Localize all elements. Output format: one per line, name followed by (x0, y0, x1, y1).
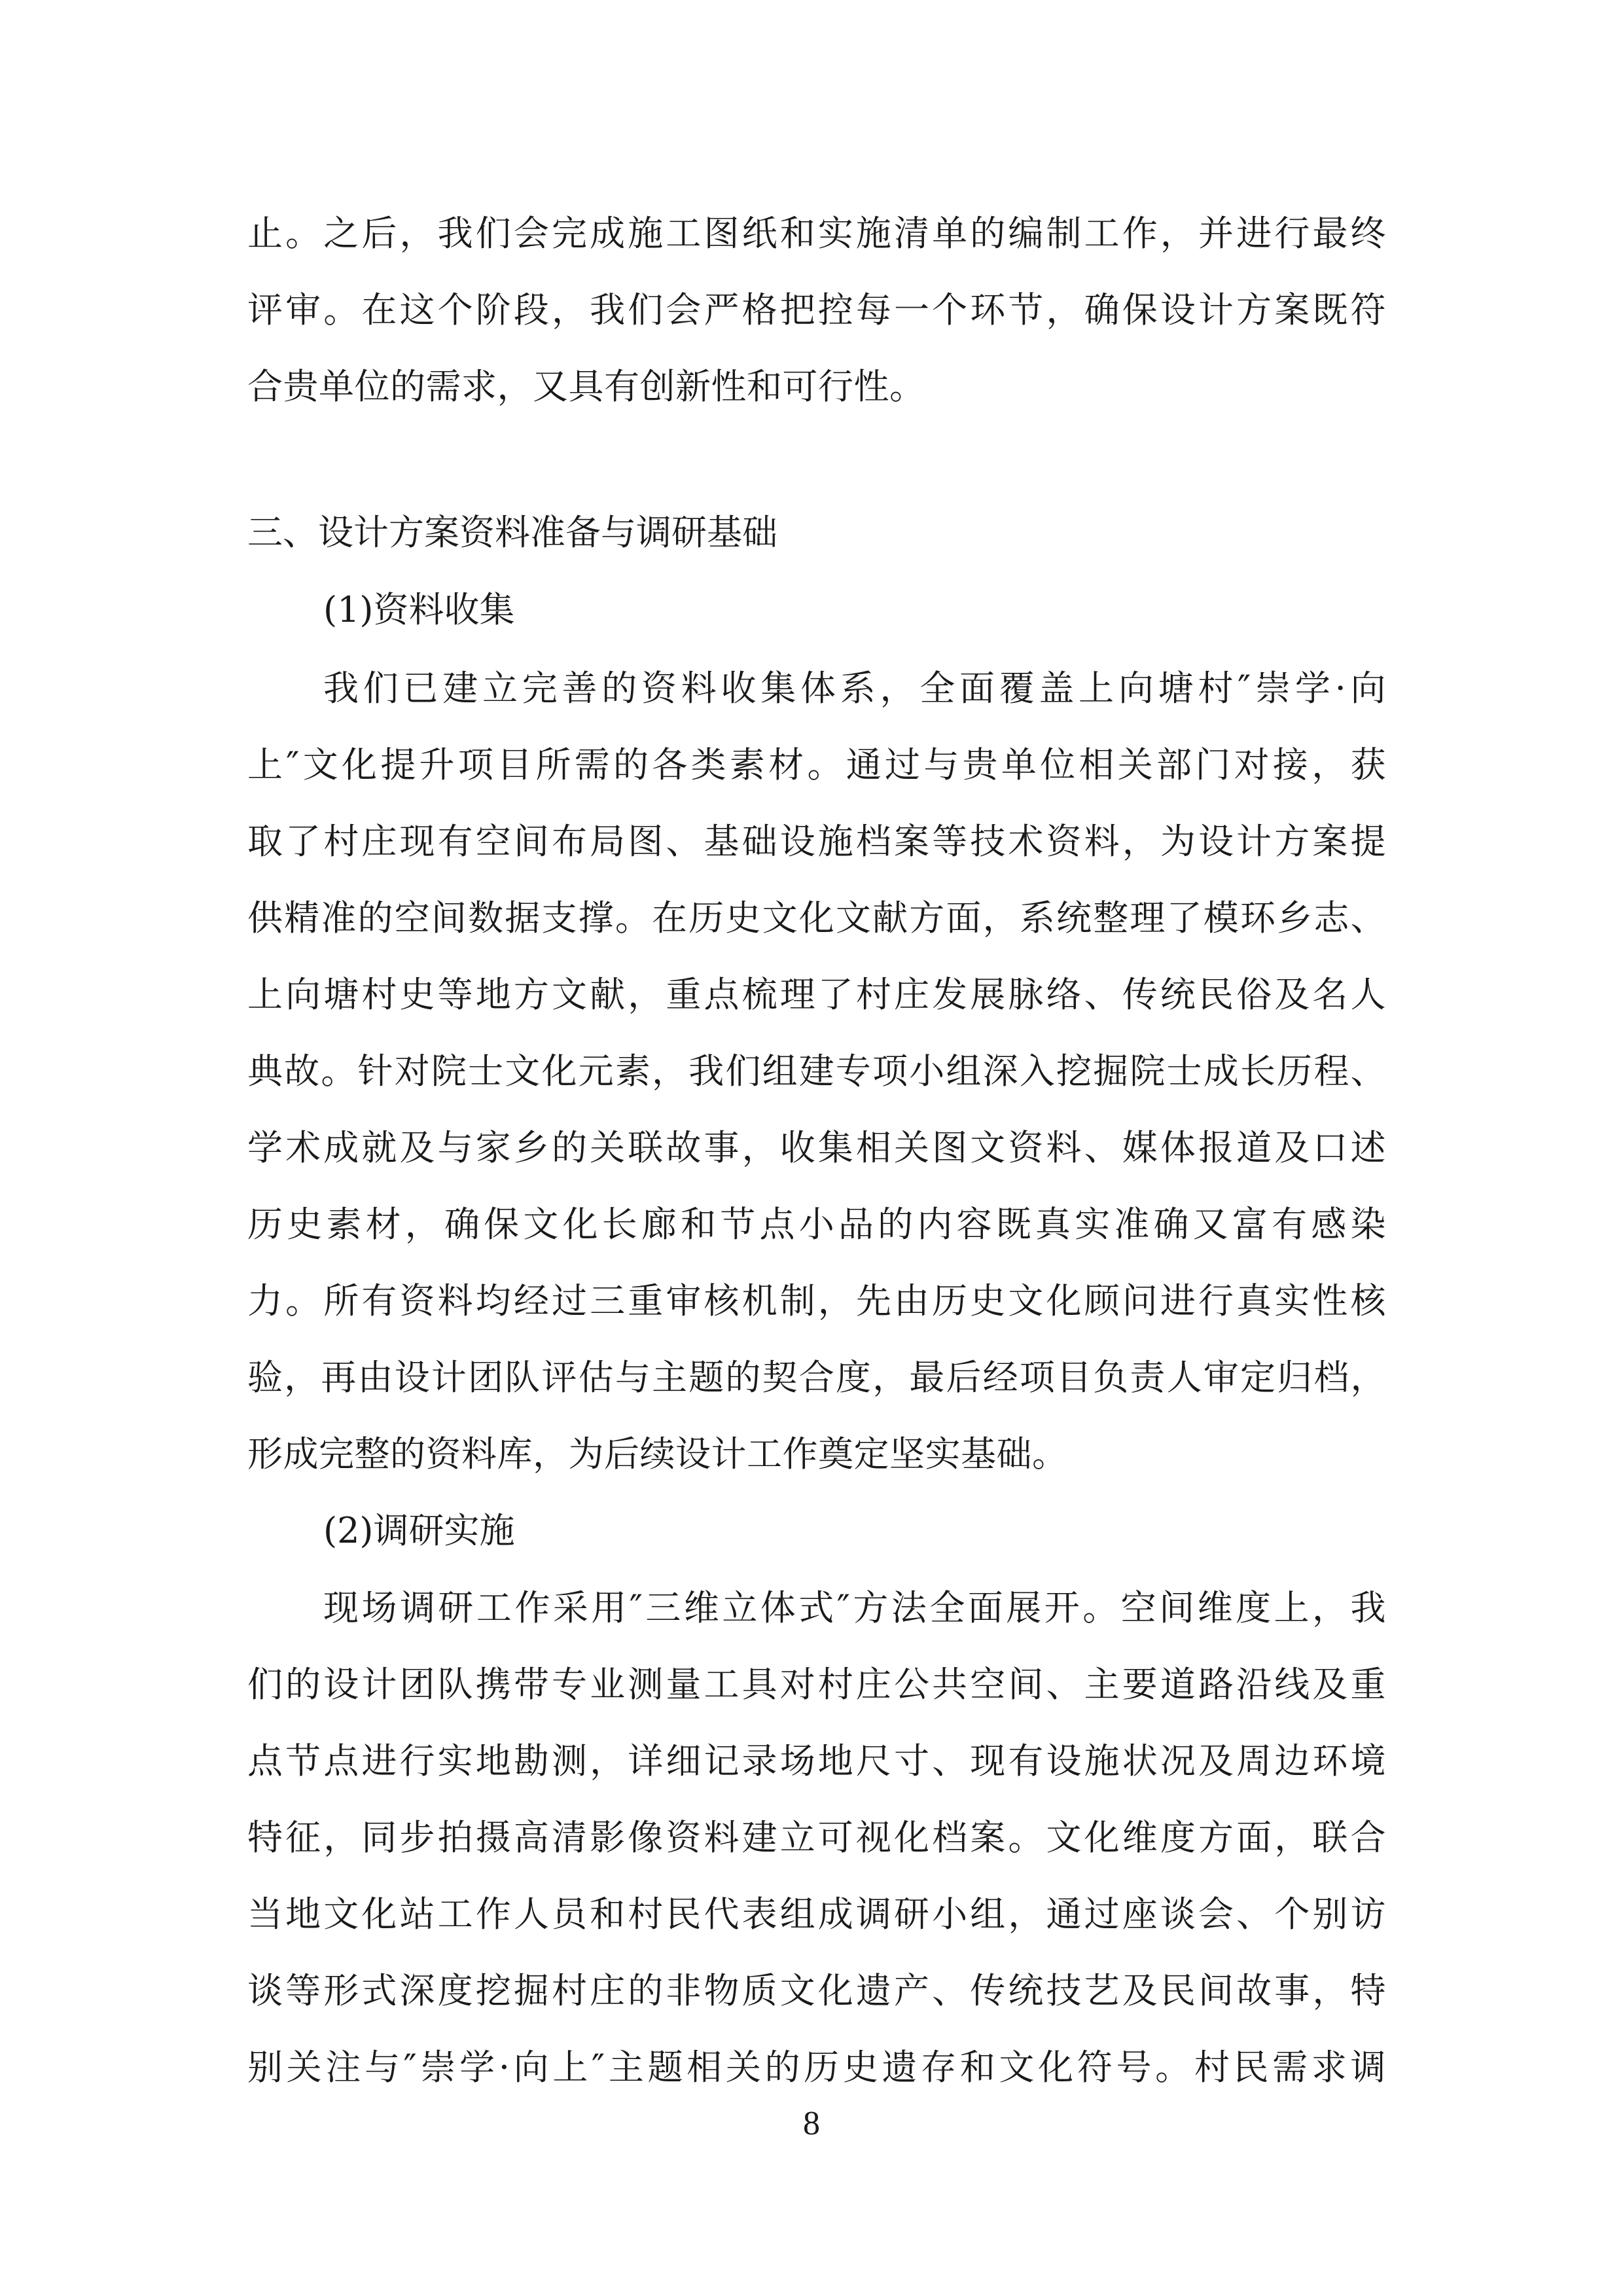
paragraph-line: 历史素材，确保文化长廊和节点小品的内容既真实准确又富有感染 (247, 1204, 1386, 1245)
paragraph-line: 谈等形式深度挖掘村庄的非物质文化遗产、传统技艺及民间故事，特 (247, 1970, 1386, 2011)
paragraph-line: 合贵单位的需求，又具有创新性和可行性。 (247, 366, 925, 407)
paragraph-line: 我们已建立完善的资料收集体系，全面覆盖上向塘村″崇学·向 (323, 668, 1386, 709)
paragraph-line: 学术成就及与家乡的关联故事，收集相关图文资料、媒体报道及口述 (247, 1127, 1386, 1168)
paragraph-line: 止。之后，我们会完成施工图纸和实施清单的编制工作，并进行最终 (247, 213, 1386, 254)
paragraph-line: 验，再由设计团队评估与主题的契合度，最后经项目负责人审定归档， (247, 1357, 1386, 1398)
paragraph-line: 典故。针对院士文化元素，我们组建专项小组深入挖掘院士成长历程、 (247, 1050, 1386, 1092)
paragraph-line: 特征，同步拍摄高清影像资料建立可视化档案。文化维度方面，联合 (247, 1817, 1386, 1858)
section-heading: 三、设计方案资料准备与调研基础 (247, 512, 777, 553)
paragraph-line: 现场调研工作采用″三维立体式″方法全面展开。空间维度上，我 (323, 1587, 1386, 1628)
subsection-heading-2: (2)调研实施 (323, 1510, 515, 1551)
paragraph-line: 上向塘村史等地方文献，重点梳理了村庄发展脉络、传统民俗及名人 (247, 974, 1386, 1015)
paragraph-line: 别关注与″崇学·向上″主题相关的历史遗存和文化符号。村民需求调 (247, 2047, 1386, 2088)
paragraph-line: 当地文化站工作人员和村民代表组成调研小组，通过座谈会、个别访 (247, 1893, 1386, 1935)
paragraph-line: 点节点进行实地勘测，详细记录场地尺寸、现有设施状况及周边环境 (247, 1740, 1386, 1782)
subsection-2-paragraph (247, 1570, 1386, 2106)
paragraph-line: 力。所有资料均经过三重审核机制，先由历史文化顾问进行真实性核 (247, 1280, 1386, 1321)
paragraph-line: 形成完整的资料库，为后续设计工作奠定坚实基础。 (247, 1433, 1068, 1475)
paragraph-line: 们的设计团队携带专业测量工具对村庄公共空间、主要道路沿线及重 (247, 1664, 1386, 1705)
intro-paragraph (247, 195, 1386, 425)
subsection-heading-1: (1)资料收集 (323, 589, 515, 630)
paragraph-line: 供精准的空间数据支撑。在历史文化文献方面，系统整理了模环乡志、 (247, 897, 1386, 939)
paragraph-line: 评审。在这个阶段，我们会严格把控每一个环节，确保设计方案既符 (247, 289, 1386, 331)
paragraph-line: 上″文化提升项目所需的各类素材。通过与贵单位相关部门对接，获 (247, 744, 1386, 785)
page-number: 8 (803, 2105, 820, 2142)
paragraph-line: 取了村庄现有空间布局图、基础设施档案等技术资料，为设计方案提 (247, 821, 1386, 862)
subsection-1-paragraph (247, 650, 1386, 1492)
